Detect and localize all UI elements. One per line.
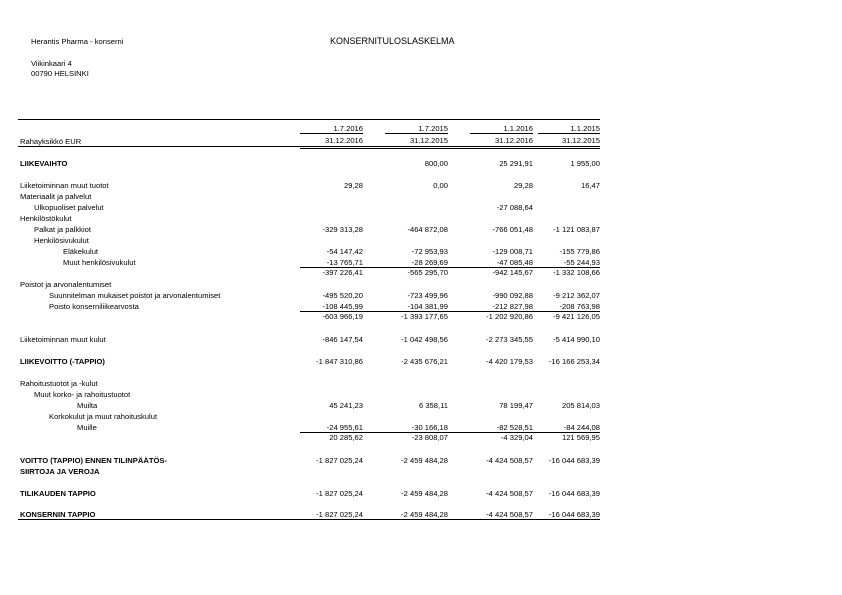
subtotal-value: -9 421 126,05 [553, 312, 600, 321]
row-label: Eläkekulut [63, 247, 99, 256]
column-start-date: 1.7.2016 [333, 124, 363, 133]
subtotal-value: -565 295,70 [407, 268, 448, 277]
row-value: -16 044 683,39 [548, 456, 600, 465]
row-value: -5 414 990,10 [553, 335, 600, 344]
column-end-date: 31.12.2015 [561, 136, 600, 145]
row-value: -1 121 083,87 [553, 225, 600, 234]
row-value: -2 273 345,55 [486, 335, 533, 344]
row-label: Muille [77, 423, 97, 432]
row-value: 0,00 [433, 181, 448, 190]
row-value: -27 088,64 [496, 203, 533, 212]
row-value: 16,47 [580, 181, 600, 190]
column-end-date: 31.12.2016 [324, 136, 363, 145]
subtotal-value: 121 569,95 [561, 433, 600, 442]
row-value: -1 042 498,56 [401, 335, 448, 344]
column-date-rule [470, 133, 533, 134]
row-value: 205 814,03 [561, 401, 600, 410]
column-date-rule [385, 133, 448, 134]
row-label: Liiketoiminnan muut kulut [20, 335, 106, 344]
row-value: -1 827 025,24 [316, 456, 363, 465]
row-label: Ulkopuoliset palvelut [34, 203, 104, 212]
row-label: LIIKEVAIHTO [20, 159, 68, 168]
row-value: -495 520,20 [322, 291, 363, 300]
bottom-rule [18, 519, 600, 520]
subtotal-value: -1 332 108,66 [553, 268, 600, 277]
row-label: TILIKAUDEN TAPPIO [20, 489, 96, 498]
row-value: 29,28 [513, 181, 533, 190]
header-double-rule [300, 148, 600, 149]
row-label: KONSERNIN TAPPIO [20, 510, 96, 519]
row-value: -2 459 484,28 [401, 456, 448, 465]
row-value: -4 424 508,57 [486, 510, 533, 519]
row-value: -55 244,93 [563, 258, 600, 267]
row-value: -464 872,08 [407, 225, 448, 234]
company-street: Viikinkaari 4 [31, 59, 72, 68]
header-bottom-rule [18, 146, 600, 147]
column-date-rule [300, 133, 363, 134]
row-value: -990 092,88 [492, 291, 533, 300]
row-label: Materiaalit ja palvelut [20, 192, 92, 201]
row-value: -1 847 310,86 [316, 357, 363, 366]
row-value: -4 424 508,57 [486, 489, 533, 498]
row-value: 1 955,00 [570, 159, 600, 168]
row-value: 45 241,23 [329, 401, 363, 410]
row-value: -30 166,18 [411, 423, 448, 432]
row-value: -54 147,42 [326, 247, 363, 256]
row-value: -28 269,69 [411, 258, 448, 267]
company-name: Herantis Pharma - konserni [31, 37, 124, 46]
row-value: 25 291,91 [499, 159, 533, 168]
column-start-date: 1.1.2016 [503, 124, 533, 133]
header-top-rule [18, 119, 600, 120]
row-value: 800,00 [424, 159, 448, 168]
column-end-date: 31.12.2015 [409, 136, 448, 145]
row-value: -108 445,99 [322, 302, 363, 311]
row-value: -2 459 484,28 [401, 510, 448, 519]
row-label: Palkat ja palkkiot [34, 225, 91, 234]
row-value: -16 166 253,34 [548, 357, 600, 366]
row-value: -846 147,54 [322, 335, 363, 344]
row-value: 78 199,47 [499, 401, 533, 410]
row-value: -723 499,96 [407, 291, 448, 300]
row-label: Muut korko- ja rahoitustuotot [34, 390, 131, 399]
row-label: SIIRTOJA JA VEROJA [20, 467, 100, 476]
row-value: -4 420 179,53 [486, 357, 533, 366]
row-label: Henkilöstökulut [20, 214, 72, 223]
subtotal-value: -1 202 920,86 [486, 312, 533, 321]
row-label: Poistot ja arvonalentumiset [20, 280, 112, 289]
subtotal-value: 20 285,62 [329, 433, 363, 442]
row-value: -9 212 362,07 [553, 291, 600, 300]
row-value: -16 044 683,39 [548, 489, 600, 498]
row-label: Henkilösivukulut [34, 236, 89, 245]
row-label: Liiketoiminnan muut tuotot [20, 181, 109, 190]
row-value: -82 528,51 [496, 423, 533, 432]
row-label: Korkokulut ja muut rahoituskulut [49, 412, 158, 421]
column-date-rule [538, 133, 600, 134]
column-start-date: 1.7.2015 [418, 124, 448, 133]
company-city: 00790 HELSINKI [31, 69, 89, 78]
row-label: VOITTO (TAPPIO) ENNEN TILINPÄÄTÖS- [20, 456, 167, 465]
row-value: -329 313,28 [322, 225, 363, 234]
column-start-date: 1.1.2015 [570, 124, 600, 133]
subtotal-value: -397 226,41 [322, 268, 363, 277]
subtotal-value: -603 966,19 [322, 312, 363, 321]
row-label: LIIKEVOITTO (-TAPPIO) [20, 357, 105, 366]
row-label: Muut henkilösivukulut [63, 258, 136, 267]
row-value: -4 424 508,57 [486, 456, 533, 465]
row-label: Poisto konserniliikearvosta [49, 302, 139, 311]
row-value: -129 008,71 [492, 247, 533, 256]
row-value: -2 435 676,21 [401, 357, 448, 366]
row-value: -212 827,98 [492, 302, 533, 311]
page-title: KONSERNITULOSLASKELMA [330, 36, 455, 46]
subtotal-value: -23 808,07 [411, 433, 448, 442]
row-value: 6 358,11 [419, 401, 448, 410]
row-label: Suunnitelman mukaiset poistot ja arvonalentumiset [49, 291, 221, 300]
row-value: -1 827 025,24 [316, 510, 363, 519]
row-value: -208 763,98 [559, 302, 600, 311]
row-value: -155 779,86 [559, 247, 600, 256]
row-value: -47 085,48 [496, 258, 533, 267]
column-end-date: 31.12.2016 [494, 136, 533, 145]
row-value: -84 244,08 [563, 423, 600, 432]
subtotal-value: -1 393 177,65 [401, 312, 448, 321]
row-value: -13 765,71 [326, 258, 363, 267]
row-value: -24 955,61 [326, 423, 363, 432]
row-label: Muilta [77, 401, 98, 410]
row-value: -72 953,93 [411, 247, 448, 256]
row-label: Rahoitustuotot ja -kulut [20, 379, 98, 388]
subtotal-value: -942 145,67 [492, 268, 533, 277]
row-value: -2 459 484,28 [401, 489, 448, 498]
row-value: -16 044 683,39 [548, 510, 600, 519]
row-value: 29,28 [343, 181, 363, 190]
subtotal-value: -4 329,04 [500, 433, 533, 442]
row-value: -104 381,99 [407, 302, 448, 311]
row-value: -766 051,48 [492, 225, 533, 234]
row-value: -1 827 025,24 [316, 489, 363, 498]
currency-label: Rahayksikkö EUR [20, 137, 82, 146]
